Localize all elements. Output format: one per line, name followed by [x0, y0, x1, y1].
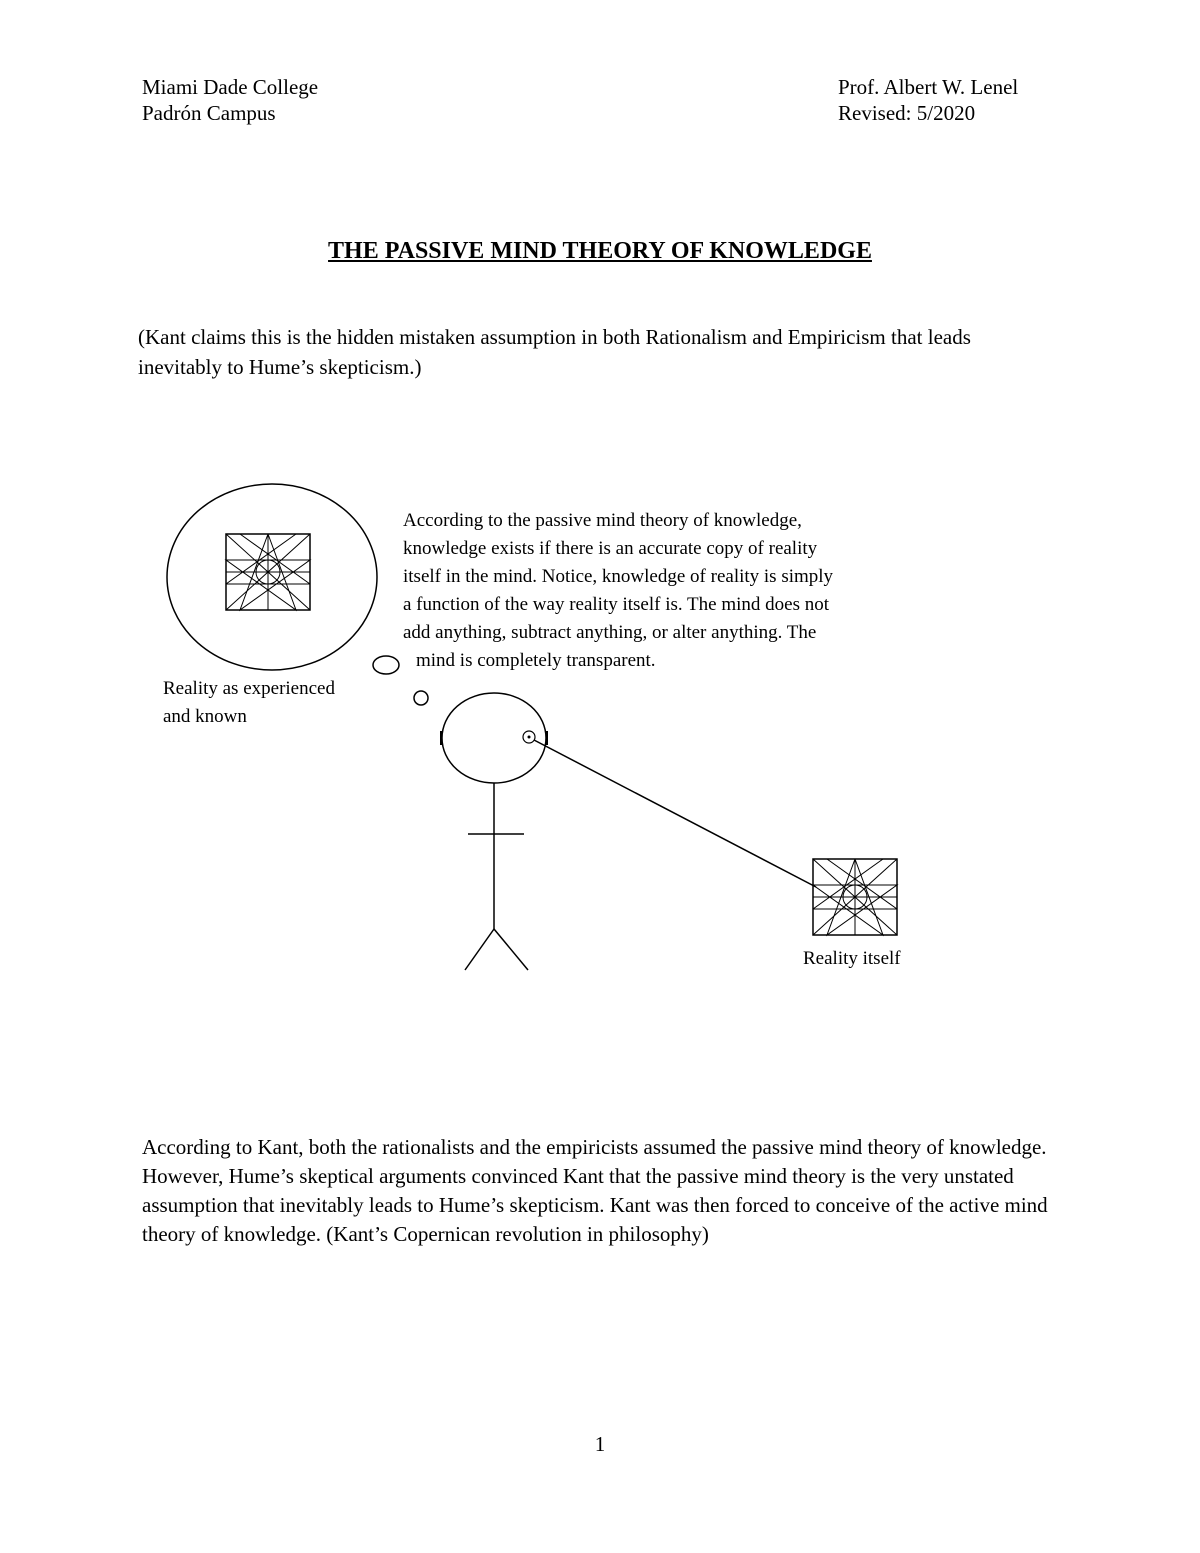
thought-bubble [167, 484, 377, 670]
line-of-sight [534, 740, 816, 887]
institution-name: Miami Dade College [142, 75, 319, 99]
figure-leg-right [494, 929, 528, 970]
figure-head [442, 693, 546, 783]
small-bubble-2 [414, 691, 428, 705]
explanation-line: knowledge exists if there is an accurate copy of reality [403, 538, 818, 559]
explanation-line: mind is completely transparent. [416, 650, 656, 671]
small-bubble-1 [373, 656, 399, 674]
figure-leg-left [465, 929, 494, 970]
campus-name: Padrón Campus [142, 101, 276, 125]
label-line: Reality as experienced [163, 678, 335, 699]
diagram-explanation [403, 507, 833, 675]
page-number: 1 [594, 1432, 606, 1456]
label-experienced [163, 675, 335, 731]
label-line: and known [163, 706, 247, 727]
body-paragraph: According to Kant, both the rationalists and the empiricists assumed the passive mind theory of knowledge. However, Hume’s skeptical arguments convinced Kant that the passive mind theory is the very unstated assumption that inevitably leads to Hume’s skepticism. Kant was then forced to conceive of the active mind theory of knowledge. (Kant’s Copernican revolution in philosophy) [142, 1135, 1048, 1246]
label-reality-itself: Reality itself [803, 948, 901, 969]
revised-date: Revised: 5/2020 [838, 101, 976, 125]
explanation-line: add anything, subtract anything, or alter anything. The [403, 622, 817, 643]
intro-paragraph: (Kant claims this is the hidden mistaken assumption in both Rationalism and Empiricism that leads inevitably to Hume’s skepticism.) [138, 325, 971, 379]
explanation-line: itself in the mind. Notice, knowledge of reality is simply [403, 566, 834, 587]
reality-copy-icon [226, 534, 310, 610]
reality-itself-icon [813, 859, 897, 935]
explanation-line: According to the passive mind theory of knowledge, [403, 510, 802, 531]
professor-name: Prof. Albert W. Lenel [838, 75, 1019, 99]
explanation-line: a function of the way reality itself is. The mind does not [403, 594, 829, 615]
page-title: THE PASSIVE MIND THEORY OF KNOWLEDGE [328, 238, 872, 264]
